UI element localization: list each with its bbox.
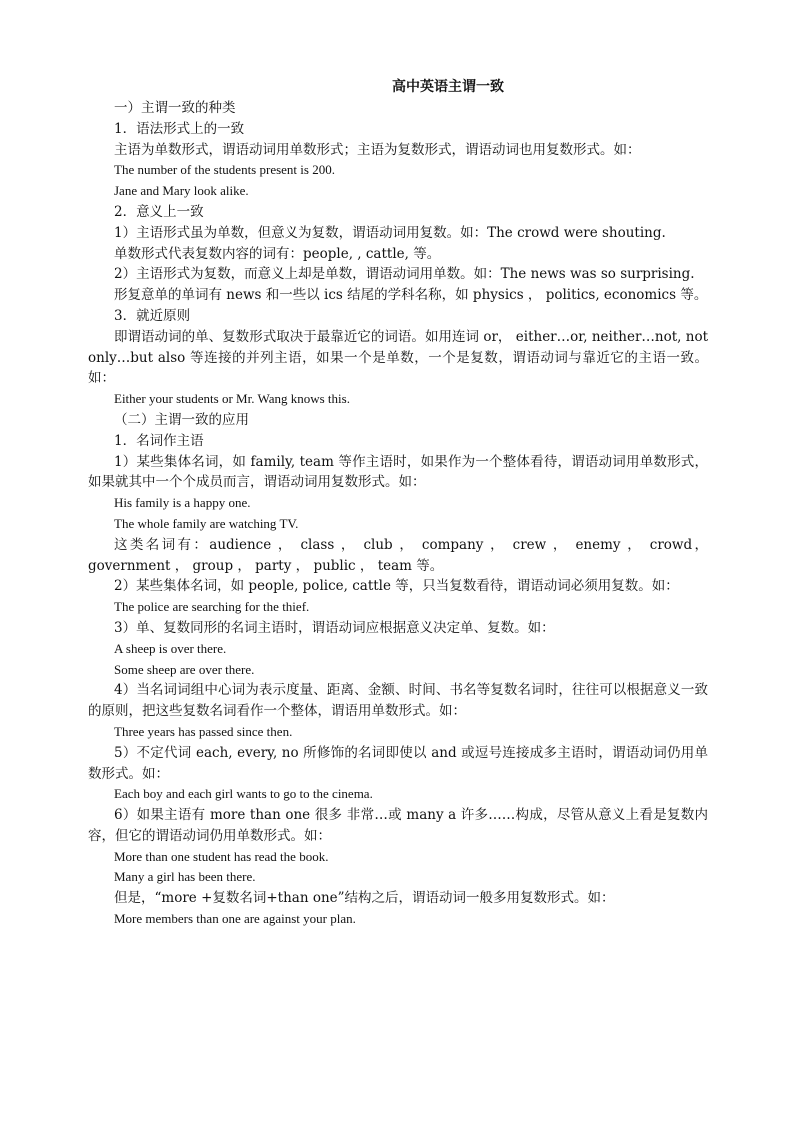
paragraph: 即谓语动词的单、复数形式取决于最靠近它的词语。如用连词 or， either…or, neither…not, not only…but also 等连接的并列主语，如果一个是单数，一个是复数，谓语动词与靠近它的主语一致。如：	[88, 328, 708, 387]
example-sentence: Three years has passed since then.	[114, 723, 293, 739]
example-sentence: More than one student has read the book.	[114, 848, 329, 864]
paragraph: 主语为单数形式，谓语动词用单数形式；主语为复数形式，谓语动词也用复数形式。如：	[114, 141, 641, 158]
example-sentence: The number of the students present is 200.	[114, 162, 335, 178]
subsection-heading: 3．就近原则	[114, 307, 191, 324]
example-sentence: Either your students or Mr. Wang knows this.	[114, 391, 350, 407]
example-sentence: More members than one are against your plan.	[114, 911, 356, 927]
example-sentence: His family is a happy one.	[114, 495, 251, 511]
section-heading: 一）主谓一致的种类	[114, 100, 236, 116]
example-sentence: Many a girl has been there.	[114, 869, 256, 885]
paragraph: 5）不定代词 each, every, no 所修饰的名词即使以 and 或逗号连接成多主语时，谓语动词仍用单数形式。如：	[88, 744, 708, 782]
paragraph: 1）主语形式虽为单数，但意义为复数，谓语动词用复数。如：The crowd were shouting.	[114, 224, 666, 241]
paragraph: 3）单、复数同形的名词主语时，谓语动词应根据意义决定单、复数。如：	[114, 619, 555, 636]
paragraph: 但是，“more +复数名词+than one”结构之后，谓语动词一般多用复数形式。如：	[114, 890, 615, 907]
paragraph: 形复意单的单词有 news 和一些以 ics 结尾的学科名称，如 physics ， politics, economics 等。	[114, 287, 708, 304]
example-sentence: The whole family are watching TV.	[114, 515, 299, 531]
example-sentence: Each boy and each girl wants to go to the cinema.	[114, 786, 373, 802]
section-heading: （二）主谓一致的应用	[114, 411, 249, 428]
subsection-heading: 2．意义上一致	[114, 203, 204, 220]
example-sentence: Jane and Mary look alike.	[114, 183, 249, 199]
paragraph: 4）当名词词组中心词为表示度量、距离、金额、时间、书名等复数名词时，往往可以根据意义一致的原则，把这些复数名词看作一个整体，谓语用单数形式。如：	[88, 682, 708, 720]
paragraph: 2）主语形式为复数，而意义上却是单数，谓语动词用单数。如：The news was so surprising.	[114, 266, 695, 283]
paragraph: 6）如果主语有 more than one 很多 非常…或 many a 许多……构成，尽管从意义上看是复数内容，但它的谓语动词仍用单数形式。如：	[88, 807, 708, 844]
subsection-heading: 1．名词作主语	[114, 432, 204, 449]
paragraph: 2）某些集体名词，如 people, police, cattle 等，只当复数看待，谓语动词必须用复数。如：	[114, 578, 679, 595]
example-sentence: A sheep is over there.	[114, 640, 227, 656]
paragraph: 这类名词有：audience ， class ， club ， company ， crew ， enemy ， crowd， government ， group ， party ， public ， team 等。	[88, 536, 708, 574]
document-page	[88, 76, 708, 930]
document-title: 高中英语主谓一致	[392, 79, 504, 95]
example-sentence: The police are searching for the thief.	[114, 599, 310, 615]
subsection-heading: 1．语法形式上的一致	[114, 120, 245, 137]
paragraph: 单数形式代表复数内容的词有：people, , cattle, 等。	[114, 245, 441, 262]
example-sentence: Some sheep are over there.	[114, 661, 255, 677]
paragraph: 1）某些集体名词，如 family, team 等作主语时，如果作为一个整体看待，谓语动词用单数形式，如果就其中一个个成员而言，谓语动词用复数形式。如：	[88, 453, 708, 491]
